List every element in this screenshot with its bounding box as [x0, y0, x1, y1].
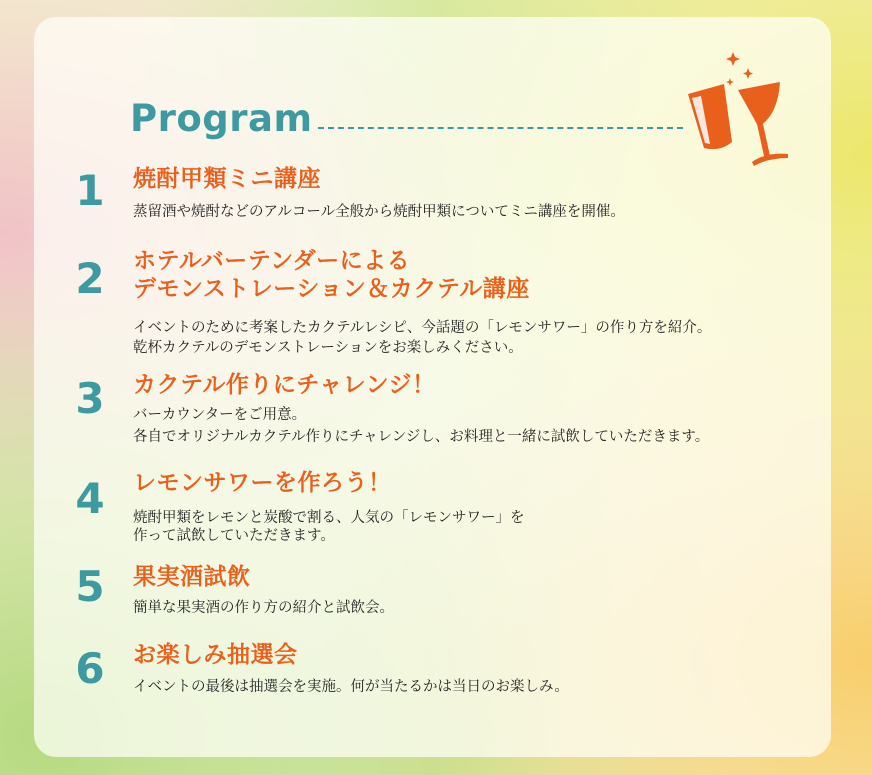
title-divider [318, 127, 683, 129]
program-title-6: お楽しみ抽選会 [133, 642, 298, 668]
program-title-2: ホテルバーテンダーによる [133, 248, 411, 274]
toast-glasses-icon [660, 44, 800, 174]
program-number-4: 4 [75, 474, 105, 523]
program-title-2-line2: デモンストレーション＆カクテル講座 [133, 276, 530, 302]
program-number-1: 1 [75, 166, 105, 215]
program-description-5: 簡単な果実酒の作り方の紹介と試飲会。 [133, 600, 394, 616]
program-title-5: 果実酒試飲 [133, 564, 251, 590]
program-title-3: カクテル作りにチャレンジ！ [133, 372, 436, 398]
program-number-6: 6 [75, 644, 105, 693]
program-number-2: 2 [75, 254, 105, 303]
program-number-5: 5 [75, 562, 105, 611]
program-description-2: イベントのために考案したカクテルレシピ、今話題の「レモンサワー」の作り方を紹介。 [133, 320, 712, 336]
program-title-1: 焼酎甲類ミニ講座 [133, 166, 321, 192]
program-description-1: 蒸留酒や焼酎などのアルコール全般から焼酎甲類についてミニ講座を開催。 [133, 204, 625, 220]
page-title: Program [130, 97, 313, 140]
program-description-4: 焼酎甲類をレモンと炭酸で割る、人気の「レモンサワー」を [133, 510, 525, 526]
program-description-4-line2: 作って試飲していただきます。 [133, 528, 335, 544]
program-description-6: イベントの最後は抽選会を実施。何が当たるかは当日のお楽しみ。 [133, 679, 569, 695]
program-number-3: 3 [75, 374, 105, 423]
program-description-2-line2: 乾杯カクテルのデモンストレーションをお楽しみください。 [133, 340, 523, 356]
program-description-3-line2: 各自でオリジナルカクテル作りにチャレンジし、お料理と一緒に試飲していただきます。 [133, 429, 710, 445]
program-description-3: バーカウンターをご用意。 [133, 407, 307, 423]
program-title-4: レモンサワーを作ろう！ [133, 470, 392, 496]
